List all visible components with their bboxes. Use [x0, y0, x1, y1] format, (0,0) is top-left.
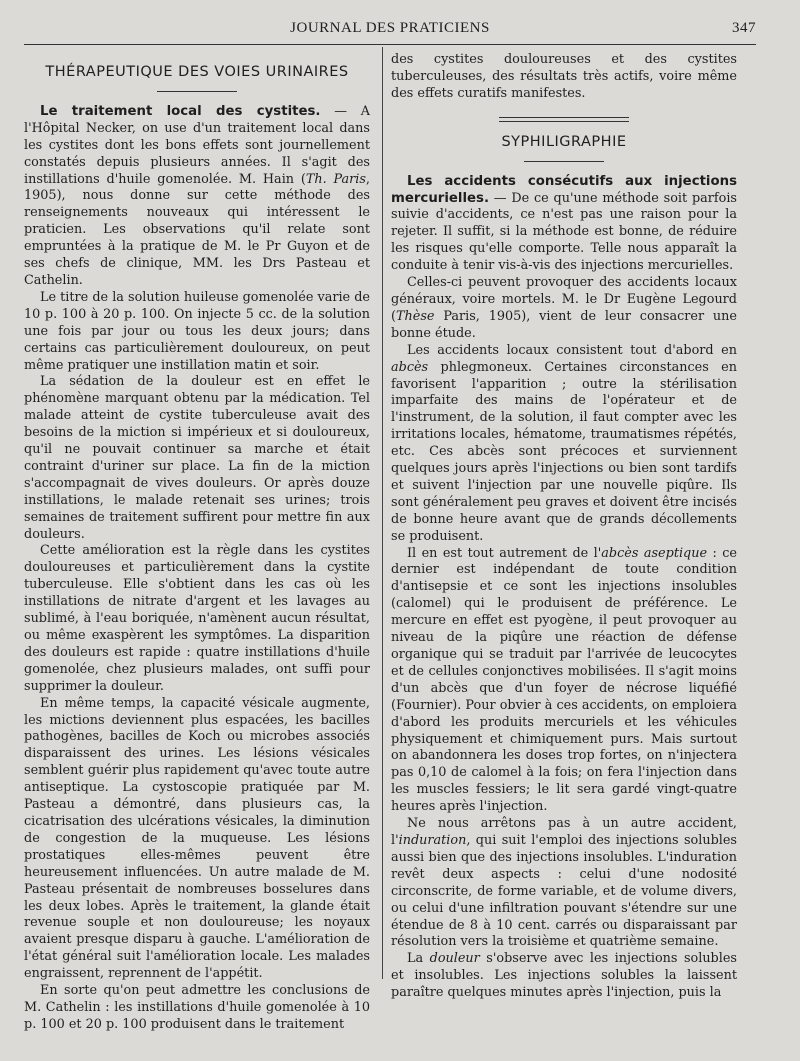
section-rule — [524, 161, 604, 162]
paragraph: Celles-ci peuvent provoquer des accidents locaux généraux, voire mortels. M. le Dr Eugène Legourd (Thèse Paris, 1905), vient de leur consacrer une bonne étude. — [391, 275, 737, 341]
section-rule — [157, 91, 237, 92]
paragraph: La sédation de la douleur est en effet le phénomène marquant obtenu par la médication. Tel malade atteint de cystite tuberculeuse avait des besoins de la miction si impérieux et si douloureux, qu'il ne pouvait continuer sa marche et était contraint d'uriner sur place. La fin de la miction s'accompagnait de vives douleurs. Or après douze instillations, le malade retenait ses urines; trois semaines de traitement suffirent pour mettre fin aux douleurs. — [24, 374, 370, 542]
column-divider — [382, 47, 383, 979]
right-column — [391, 52, 737, 1002]
article-lead: Les accidents consécutifs aux injections mercurielles. — [391, 173, 737, 206]
article-lead: Le traitement local des cystites. — [40, 103, 321, 119]
journal-title: JOURNAL DES PRATICIENS — [290, 20, 490, 36]
section-title-syphiligraphie: SYPHILIGRAPHIE — [501, 133, 627, 150]
paragraph: En même temps, la capacité vésicale augmente, les mictions deviennent plus espacées, les bacilles pathogènes, bacilles de Koch ou microbes associés disparaissent des urines. Les lésions vésicales semblent guérir plus rapidement qu'avec toute autre antiseptique. La cystoscopie pratiquée par M. Pasteau a démontré, dans plusieurs cas, la cicatrisation des ulcérations vésicales, la diminution de congestion de la muqueuse. Les lésions prostatiques elles-mêmes peuvent être heureusement influencées. Un autre malade de M. Pasteau présentait de nombreuses bosselures dans les deux lobes. Après le traitement, la glande était revenue souple et non douloureuse; les noyaux avaient presque disparu à gauche. L'amélioration de l'état général suit l'amélioration locale. Les malades engraissent, reprennent de l'appétit. — [24, 695, 370, 982]
paragraph: Ne nous arrêtons pas à un autre accident, l'induration, qui suit l'emploi des injections solubles aussi bien que des injections insolubles. L'induration revêt deux aspects : celui d'une nodosité circonscrite, de forme variable, et de volume divers, ou celui d'une infiltration pouvant s'étendre sur une étendue de 8 à 10 cent. carrés ou disparaissant par résolution vers la troisième et quatrième semaine. — [391, 816, 737, 950]
page-number: 347 — [732, 20, 756, 36]
paragraph-continued: des cystites douloureuses et des cystites tuberculeuses, des résultats très actifs, voire même des effets curatifs manifestes. — [391, 52, 737, 101]
running-head — [24, 20, 756, 42]
paragraph: La douleur s'observe avec les injections solubles et insolubles. Les injections solubles la laissent paraître quelques minutes après l'injection, puis la — [391, 951, 737, 1001]
paragraph: Le traitement local des cystites. — A l'Hôpital Necker, on use d'un traitement local dans les cystites dont les bons effets sont journellement constatés depuis plusieurs années. Il s'agit des instillations d'huile gomenolée. M. Hain (Th. Paris, 1905), nous donne sur cette méthode des renseignements nouveaux qui intéressent le praticien. Les observations qu'il relate sont empruntées à la pratique de M. le Pr Guyon et de ses chefs de clinique, MM. les Drs Pasteau et Cathelin. — [24, 103, 370, 288]
section-title-therapeutique: THÉRAPEUTIQUE DES VOIES URINAIRES — [45, 64, 349, 80]
section-separator — [499, 117, 629, 122]
header-rule — [24, 44, 756, 45]
paragraph: Les accidents locaux consistent tout d'abord en abcès phlegmoneux. Certaines circonstances en favorisent l'apparition ; outre la stérilisation imparfaite des mains de l'opérateur et de l'instrument, de la solution, il faut compter avec les irritations locales, hématome, traumatismes répétés, etc. Ces abcès sont précoces et surviennent quelques jours après l'injections ou bien sont tardifs et suivent l'injection par une nouvelle piqûre. Ils sont généralement peu graves et doivent être incisés de bonne heure avant que de grands décollements se produisent. — [391, 342, 737, 544]
paragraph: Il en est tout autrement de l'abcès aseptique : ce dernier est indépendant de toute condition d'antisepsie et ce sont les injections insolubles (calomel) qui le produisent de préférence. Le mercure en effet est pyogène, il peut provoquer au niveau de la piqûre une réaction de défense organique qui se traduit par l'arrivée de leucocytes et de cellules conjonctives mobilisées. Il s'agit moins d'un abcès que d'un foyer de nécrose liquéfié (Fournier). Pour obvier à ces accidents, on emploiera d'abord les produits mercuriels et les véhicules physiquement et chimiquement purs. Mais surtout on abandonnera les doses trop fortes, on n'injectera pas 0,10 de calomel à la fois; on fera l'injection dans les muscles fessiers; le lit sera gardé vingt-quatre heures après l'injection. — [391, 545, 738, 815]
left-column — [24, 52, 370, 1034]
paragraph: Les accidents consécutifs aux injections mercurielles. — De ce qu'une méthode soit parfois suivie d'accidents, ce n'est pas une raison pour la rejeter. Il suffit, si la méthode est bonne, de réduire les risques qu'elle comporte. Telle nous apparaît la conduite à tenir vis-à-vis des injections mercurielles. — [391, 173, 737, 274]
paragraph: Cette amélioration est la règle dans les cystites douloureuses et particulièrement dans la cystite tuberculeuse. Elle s'obtient dans les cas où les instillations de nitrate d'argent et les lavages au sublimé, à l'eau boriquée, n'amènent aucun résultat, ou même exaspèrent les symptômes. La disparition des douleurs est rapide : quatre instillations d'huile gomenolée, chez plusieurs malades, ont suffi pour supprimer la douleur. — [24, 543, 370, 694]
paragraph: Le titre de la solution huileuse gomenolée varie de 10 p. 100 à 20 p. 100. On injecte 5 cc. de la solution une fois par jour ou tous les deux jours; dans certains cas particulièrement douloureux, on peut même pratiquer une instillation matin et soir. — [24, 289, 370, 373]
paragraph: En sorte qu'on peut admettre les conclusions de M. Cathelin : les instillations d'huile gomenolée à 10 p. 100 et 20 p. 100 produisent dans le traitement — [24, 983, 370, 1032]
